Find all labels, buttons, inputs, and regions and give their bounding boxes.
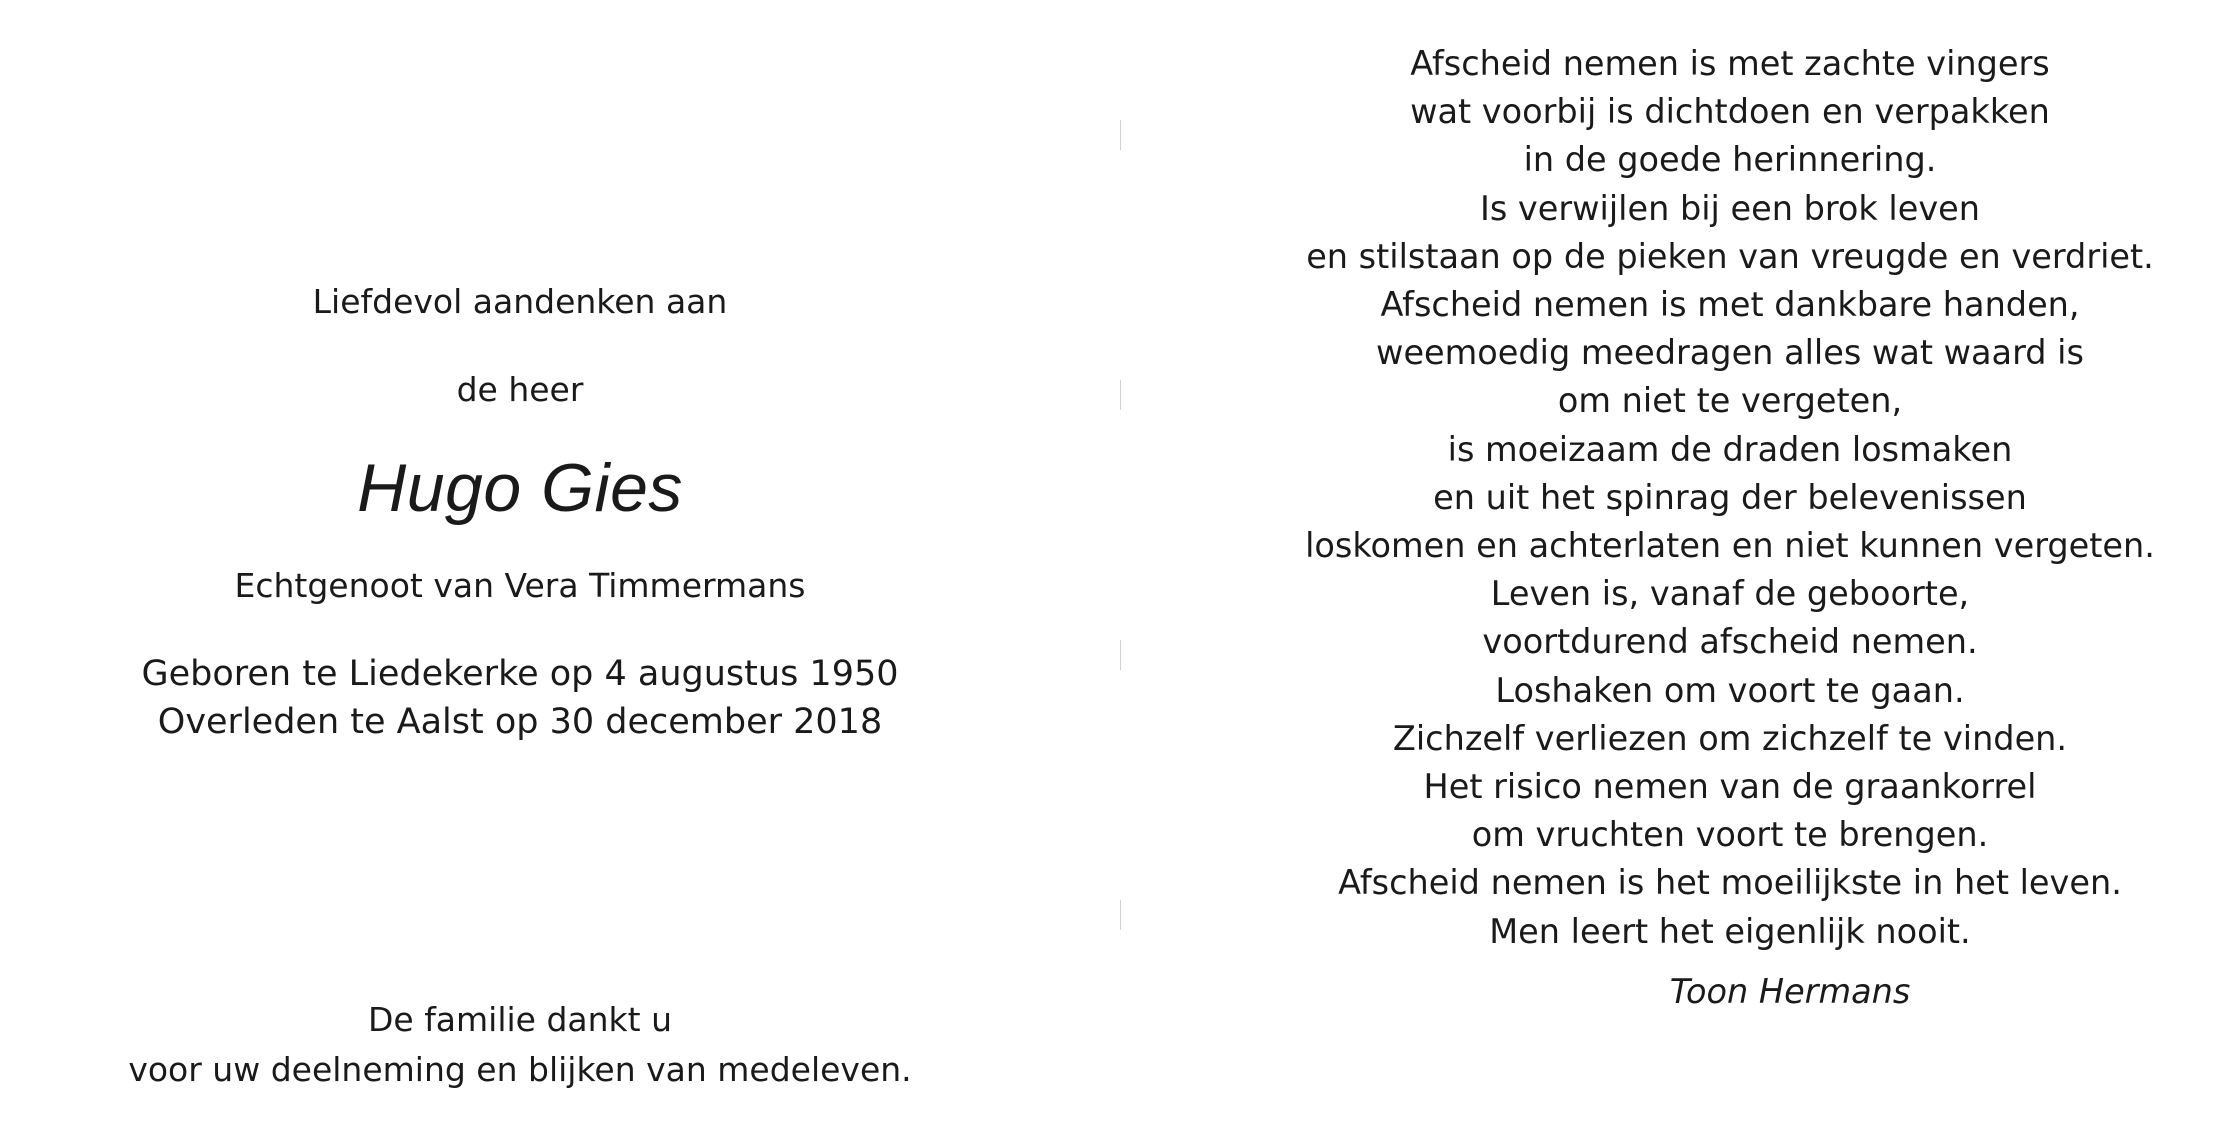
card-fold-line — [1120, 0, 1121, 1140]
spouse-text: Echtgenoot van Vera Timmermans — [234, 566, 806, 605]
family-thanks — [60, 995, 980, 1095]
poem-line: om niet te vergeten, — [1557, 381, 1903, 421]
poem-line: voortdurend afscheid nemen. — [1482, 622, 1978, 662]
left-panel — [60, 0, 980, 1140]
intro-text: Liefdevol aandenken aan — [312, 282, 728, 321]
poem-line: Afscheid nemen is met zachte vingers — [1410, 44, 2050, 83]
thanks-line-1: De familie dankt u — [367, 1000, 673, 1039]
poem-line: Afscheid nemen is met dankbare handen, — [1380, 285, 2080, 325]
poem-line: Loshaken om voort te gaan. — [1495, 670, 1965, 710]
poem-line: om vruchten voort te brengen. — [1471, 815, 1989, 855]
poem-line: weemoedig meedragen alles wat waard is — [1376, 333, 2084, 373]
deceased-name: Hugo Gies — [357, 450, 683, 526]
poem-line: Leven is, vanaf de geboorte, — [1490, 574, 1970, 614]
poem-line: Het risico nemen van de graankorrel — [1423, 767, 2037, 807]
poem-line: en uit het spinrag der belevenissen — [1433, 477, 2027, 517]
poem-panel — [1260, 40, 2200, 1100]
life-dates — [60, 650, 980, 746]
birth-line: Geboren te Liedekerke op 4 augustus 1950 — [141, 654, 899, 694]
poem-line: en stilstaan op de pieken van vreugde en verdriet. — [1306, 236, 2154, 276]
poem-line: Zichzelf verliezen om zichzelf te vinden. — [1392, 718, 2068, 758]
poem-line: Is verwijlen bij een brok leven — [1479, 188, 1981, 228]
poem-line: wat voorbij is dichtdoen en verpakken — [1410, 92, 2050, 132]
poem-author: Toon Hermans — [1669, 971, 1911, 1011]
death-line: Overleden te Aalst op 30 december 2018 — [157, 702, 883, 742]
poem-line: loskomen en achterlaten en niet kunnen vergeten. — [1305, 526, 2155, 566]
salutation-text: de heer — [456, 370, 584, 409]
poem-line: is moeizaam de draden losmaken — [1447, 429, 2013, 469]
poem-line: Afscheid nemen is het moeilijkste in het leven. — [1338, 863, 2122, 903]
poem-line: in de goede herinnering. — [1523, 140, 1937, 180]
thanks-line-2: voor uw deelneming en blijken van medeleven. — [128, 1050, 912, 1089]
poem-line: Men leert het eigenlijk nooit. — [1489, 911, 1971, 951]
